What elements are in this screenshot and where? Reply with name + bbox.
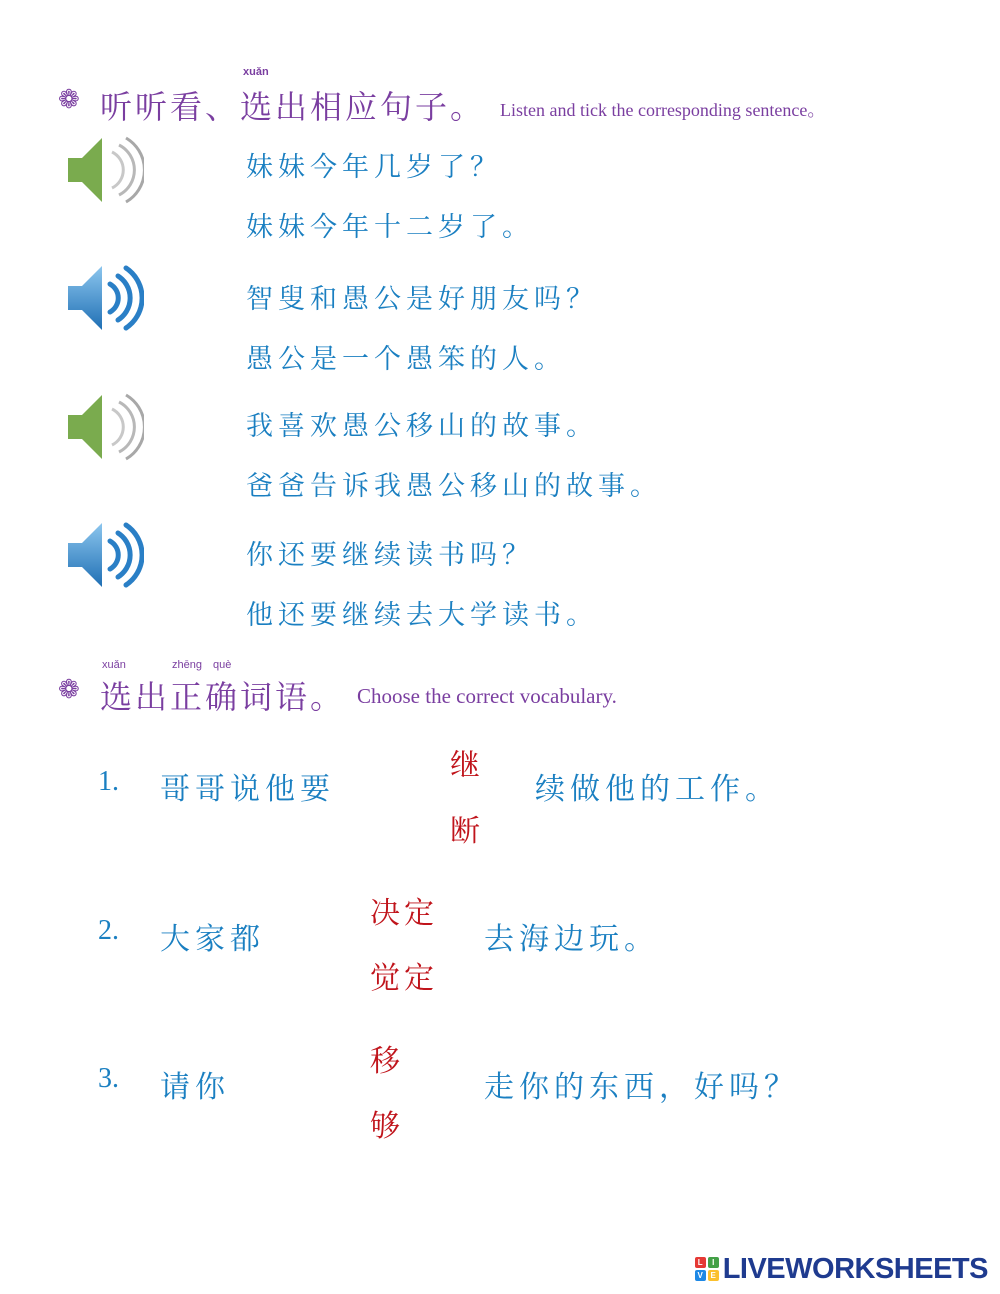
speaker-muted-icon[interactable] [64,387,144,467]
speaker-blue-icon[interactable] [64,258,144,338]
question-after-text: 续做他的工作。 [535,772,780,807]
sentence-option[interactable]: 爸爸告诉我愚公移山的故事。 [246,471,662,502]
question-after-text: 走你的东西，好吗？ [484,1070,799,1105]
logo-text: LIVEWORKSHEETS [722,1252,988,1285]
vocab-option[interactable]: 觉定 [370,961,438,996]
section1-title-cn: 听听看、选出相应句子。 [100,88,486,126]
vocab-option[interactable]: 够 [370,1109,404,1144]
question-number: 2. [98,915,119,946]
sentence-option[interactable]: 愚公是一个愚笨的人。 [246,344,566,375]
section1-pinyin: xuǎn [243,66,269,78]
section1-flower-icon: ❁ [58,85,80,115]
section2-pinyin-que: què [213,659,232,671]
question-after-text: 去海边玩。 [484,922,659,957]
question-number: 1. [98,766,119,797]
section2-title-cn: 选出正确词语。 [100,678,346,716]
section2-pinyin-zheng: zhēng [172,659,202,671]
question-before-text: 请你 [160,1070,230,1105]
section1-title-en: Listen and tick the corresponding sentence。 [500,100,826,120]
sentence-option[interactable]: 他还要继续去大学读书。 [246,600,598,631]
sentence-option[interactable]: 妹妹今年几岁了？ [246,152,502,183]
section2-pinyin-xuan: xuǎn [102,659,126,671]
vocab-option[interactable]: 继 [450,748,484,783]
sentence-option[interactable]: 智叟和愚公是好朋友吗？ [246,284,598,315]
vocab-option[interactable]: 断 [450,814,484,849]
section2-flower-icon: ❁ [58,675,80,705]
question-before-text: 哥哥说他要 [160,772,335,807]
speaker-blue-icon[interactable] [64,515,144,595]
question-number: 3. [98,1063,119,1094]
logo-mark-icon: L I V E [695,1257,719,1281]
speaker-muted-icon[interactable] [64,130,144,210]
vocab-option[interactable]: 移 [370,1044,404,1079]
vocab-option[interactable]: 决定 [370,896,438,931]
sentence-option[interactable]: 你还要继续读书吗？ [246,540,534,571]
sentence-option[interactable]: 我喜欢愚公移山的故事。 [246,411,598,442]
sentence-option[interactable]: 妹妹今年十二岁了。 [246,212,534,243]
question-before-text: 大家都 [160,922,265,957]
liveworksheets-logo[interactable] [695,1252,988,1286]
section2-title-en: Choose the correct vocabulary. [357,684,617,708]
